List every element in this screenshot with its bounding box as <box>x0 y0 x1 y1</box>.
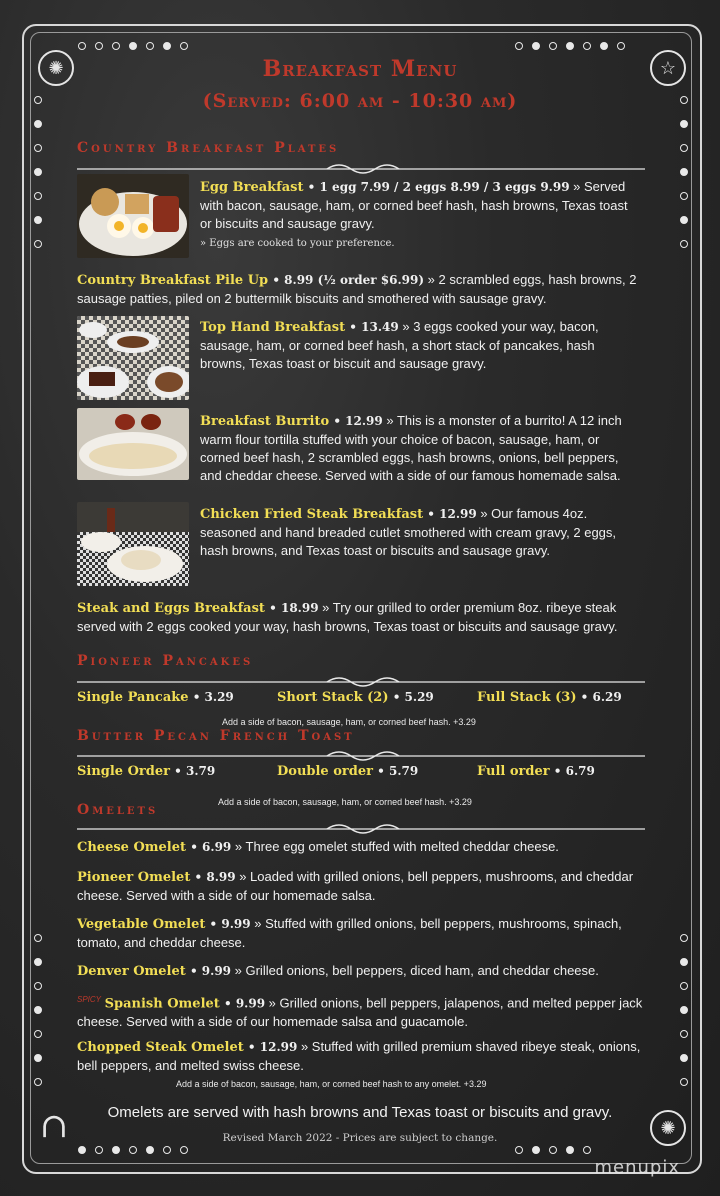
chicken-fried-steak-item <box>200 505 640 560</box>
left-top-dots <box>34 96 42 248</box>
horseshoe-icon: ∩ <box>39 1106 69 1146</box>
item-name: Cheese Omelet <box>77 840 187 855</box>
chicken-fried-steak-photo <box>77 502 189 586</box>
item-desc: » Served with bacon, sausage, ham, or corned beef hash, hash browns, Texas toast or biscuits and sausage gravy. <box>200 179 628 231</box>
item-price: • 8.99 (½ order $6.99) <box>268 273 425 287</box>
french-toast-full <box>477 764 595 779</box>
burrito-item <box>200 412 640 485</box>
item-price: • 6.79 <box>549 764 595 778</box>
item-price: • 6.29 <box>576 690 622 704</box>
omelet-side-note: Add a side of bacon, sausage, ham, or corned beef hash to any omelet. +3.29 <box>176 1079 487 1089</box>
section-divider <box>77 822 645 836</box>
item-desc: » 3 eggs cooked your way, bacon, sausage, ham, or corned beef hash, a short stack of pancakes, hash browns, Texas toast or biscuit and sausage gravy. <box>200 319 599 371</box>
item-name: Full order <box>477 764 550 779</box>
item-name: Vegetable Omelet <box>77 917 206 932</box>
chopped-steak-omelet-item <box>77 1038 652 1075</box>
item-price: • 6.99 <box>186 840 232 854</box>
wagon-wheel-icon: ✺ <box>650 1110 686 1146</box>
item-desc: » Try our grilled to order premium 8oz. ribeye steak served with 2 eggs cooked your way, hash browns, Texas toast or biscuits and sausage gravy. <box>77 600 618 634</box>
item-note: » Eggs are cooked to your preference. <box>200 238 395 249</box>
section-pancakes-title: Pioneer Pancakes <box>77 653 254 669</box>
item-name: Full Stack (3) <box>477 690 577 705</box>
pancake-short-stack <box>277 690 434 705</box>
omelet-footer-note: Omelets are served with hash browns and Texas toast or biscuits and gravy. <box>107 1104 613 1121</box>
pancake-single <box>77 690 234 705</box>
menu-title: Breakfast Menu <box>262 56 458 82</box>
steak-eggs-item <box>77 599 652 636</box>
item-name: Short Stack (2) <box>277 690 389 705</box>
item-name: Single Order <box>77 764 170 779</box>
item-name: Egg Breakfast <box>200 180 304 195</box>
item-price: • 12.99 <box>423 507 477 521</box>
item-desc: » Stuffed with grilled premium shaved ribeye steak, onions, bell peppers, and melted swiss cheese. <box>77 1039 641 1073</box>
pancake-full-stack <box>477 690 622 705</box>
pile-up-item <box>77 271 652 308</box>
french-toast-single <box>77 764 215 779</box>
item-desc: » 2 scrambled eggs, hash browns, 2 sausage patties, piled on 2 buttermilk biscuits and smothered with sausage gravy. <box>77 272 637 306</box>
item-desc: » Grilled onions, bell peppers, diced ham, and cheddar cheese. <box>231 963 599 978</box>
item-price: • 3.29 <box>188 690 234 704</box>
pancake-row <box>77 690 645 710</box>
item-name: Chopped Steak Omelet <box>77 1040 244 1055</box>
section-omelets-title: Omelets <box>77 802 159 818</box>
item-price: • 18.99 <box>264 601 319 615</box>
watermark: menupix <box>594 1157 680 1178</box>
item-price: • 5.79 <box>372 764 419 778</box>
right-bottom-dots <box>680 934 688 1086</box>
section-divider <box>77 675 645 689</box>
item-name: Country Breakfast Pile Up <box>77 273 269 288</box>
french-toast-double <box>277 764 418 779</box>
item-name: Chicken Fried Steak Breakfast <box>200 507 424 522</box>
top-hand-photo <box>77 316 189 400</box>
section-french-toast-title: Butter Pecan French Toast <box>77 728 355 744</box>
item-price: • 13.49 <box>345 320 399 334</box>
wagon-wheel-icon: ✺ <box>38 50 74 86</box>
bottom-right-dots <box>515 1146 591 1154</box>
burrito-photo <box>77 408 189 480</box>
item-desc: » Loaded with grilled onions, bell peppers, mushrooms, and cheddar cheese. Served with a side of our homemade salsa. <box>77 869 634 903</box>
section-divider <box>77 749 645 763</box>
item-price: • 8.99 <box>190 870 236 884</box>
top-left-dots <box>78 42 188 50</box>
item-desc: » Three egg omelet stuffed with melted cheddar cheese. <box>231 839 559 854</box>
item-price: • 9.99 <box>205 917 251 931</box>
top-right-dots <box>515 42 625 50</box>
item-name: Top Hand Breakfast <box>200 320 346 335</box>
cheese-omelet-item <box>77 838 652 857</box>
egg-breakfast-photo <box>77 174 189 258</box>
section-country-title: Country Breakfast Plates <box>77 140 340 156</box>
item-name: Double order <box>277 764 373 779</box>
item-name: Pioneer Omelet <box>77 870 191 885</box>
item-name: Steak and Eggs Breakfast <box>77 601 265 616</box>
vegetable-omelet-item <box>77 915 652 952</box>
spanish-omelet-item <box>77 991 652 1031</box>
item-price: • 5.29 <box>388 690 434 704</box>
right-top-dots <box>680 96 688 248</box>
bottom-left-dots <box>78 1146 188 1154</box>
star-badge-icon: ☆ <box>650 50 686 86</box>
top-hand-item <box>200 318 640 373</box>
item-desc: » Grilled onions, bell peppers, jalapenos, and melted pepper jack cheese. Served with a side of our homemade salsa and guacamole. <box>77 995 643 1030</box>
item-name: Denver Omelet <box>77 964 186 979</box>
pancake-side-note: Add a side of bacon, sausage, ham, or corned beef hash. +3.29 <box>222 717 476 727</box>
spicy-tag: SPICY <box>77 995 102 1004</box>
item-desc: » Stuffed with grilled onions, bell peppers, mushrooms, spinach, tomato, and cheddar cheese. <box>77 916 622 950</box>
item-name: Single Pancake <box>77 690 189 705</box>
left-bottom-dots <box>34 934 42 1086</box>
item-price: • 12.99 <box>329 414 383 428</box>
item-price: • 12.99 <box>243 1040 298 1054</box>
egg-breakfast-item <box>200 178 640 253</box>
item-price: • 9.99 <box>219 996 266 1011</box>
french-toast-row <box>77 764 645 784</box>
item-price: • 1 egg 7.99 / 2 eggs 8.99 / 3 eggs 9.99 <box>303 180 570 194</box>
pioneer-omelet-item <box>77 868 652 905</box>
item-price: • 9.99 <box>185 964 232 978</box>
revised-note: Revised March 2022 - Prices are subject to change. <box>222 1132 498 1144</box>
denver-omelet-item <box>77 962 652 981</box>
item-desc: » Our famous 4oz. seasoned and hand breaded cutlet smothered with cream gravy, 2 eggs, hash browns, and Texas toast or biscuits and sausage gravy. <box>200 506 617 558</box>
item-name: Spanish Omelet <box>104 996 220 1012</box>
menu-hours: (Served: 6:00 am - 10:30 am) <box>202 90 518 112</box>
item-desc: » This is a monster of a burrito! A 12 inch warm flour tortilla stuffed with your choice of bacon, sausage, ham, or corned beef hash, 2 scrambled eggs, hash browns, onions, bell peppers, and cheddar cheese. Served with a side of our famous homemade salsa. <box>200 413 622 483</box>
item-price: • 3.79 <box>170 764 216 778</box>
item-name: Breakfast Burrito <box>200 414 330 429</box>
french-toast-side-note: Add a side of bacon, sausage, ham, or corned beef hash. +3.29 <box>218 797 472 807</box>
